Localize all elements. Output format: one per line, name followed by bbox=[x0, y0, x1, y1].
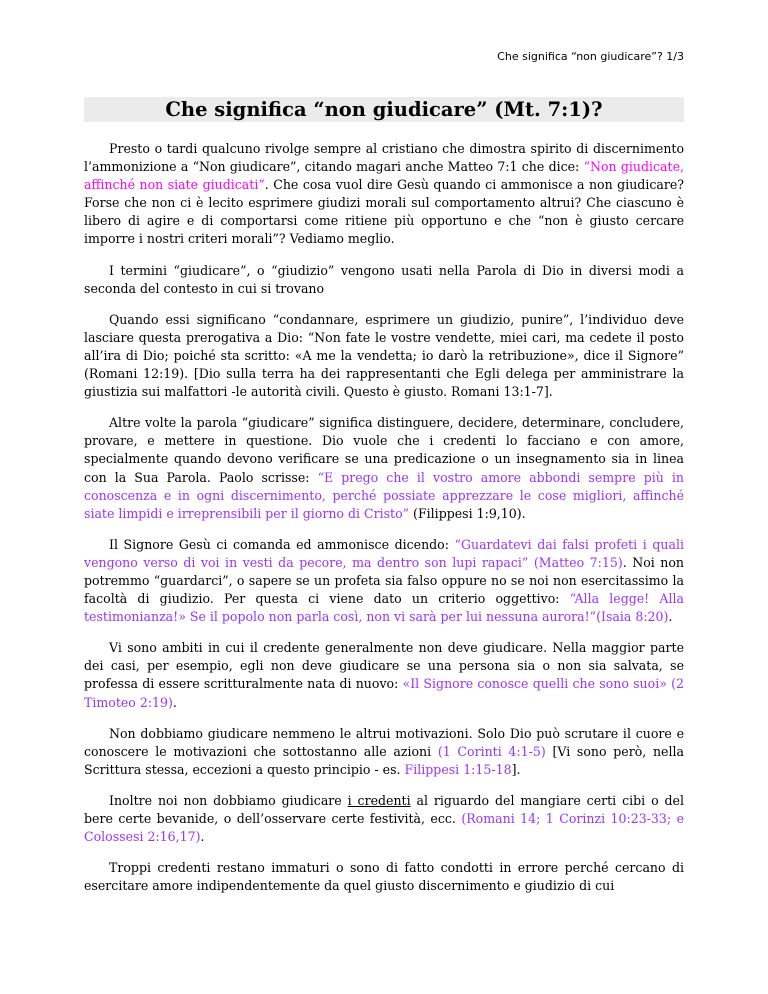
scripture-quote: “Alla legge! Alla testimonianza!» Se il popolo non parla così, non vi sarà per lui nessuna aurora!”(Isaia 8:20) bbox=[84, 591, 684, 625]
text-span: Il Signore Gesù ci comanda ed ammonisce dicendo: bbox=[109, 536, 455, 552]
scripture-quote: “Guardatevi dai falsi profeti i quali vengono verso di voi in vesti da pecore, ma dentro son lupi rapaci” (Matteo 7:15) bbox=[84, 536, 684, 570]
scripture-quote: “E prego che il vostro amore abbondi sempre più in conoscenza e in ogni discernimento, perché possiate apprezzare le cose migliori, affinché siate limpidi e irreprensibili per il giorno di Cristo” bbox=[84, 469, 684, 521]
paragraph-9 bbox=[84, 859, 684, 895]
running-header: Che significa “non giudicare”? 1/3 bbox=[497, 50, 684, 63]
text-span: Non dobbiamo giudicare nemmeno le altrui motivazioni. Solo Dio può scrutare il cuore e conoscere le motivazioni che sottostanno alle azioni bbox=[84, 725, 684, 759]
text-span: Quando essi significano “condannare, esprimere un giudizio, punire”, l’individuo deve lasciare questa prerogativa a Dio: “Non fate le vostre vendette, miei cari, ma cedete il posto all’ira di Dio; poiché sta scritto: «A me la vendetta; io darò la retribuzione», dice il Signore” (Romani 12:19). [Dio sulla terra ha dei rappresentanti che Egli delega per amministrare la giustizia sui malfattori -le autorità civili. Questo è giusto. Romani 13:1-7]. bbox=[84, 311, 684, 400]
paragraph-6 bbox=[84, 639, 684, 711]
paragraph-7 bbox=[84, 725, 684, 779]
text-span: I termini “giudicare”, o “giudizio” vengono usati nella Parola di Dio in diversi modi a seconda del contesto in cui si trovano bbox=[84, 262, 684, 296]
text-span: (Filippesi 1:9,10). bbox=[409, 505, 526, 521]
text-span: ]. bbox=[511, 761, 521, 777]
text-span: Altre volte la parola “giudicare” significa distinguere, decidere, determinare, concludere, provare, e mettere in questione. Dio vuole che i credenti lo facciano e con amore, specialmente quando devono verificare se una predicazione o un insegnamento sia in linea con la Sua Parola. Paolo scrisse: bbox=[84, 415, 684, 485]
text-span: Inoltre noi non dobbiamo giudicare bbox=[109, 792, 348, 808]
underlined-text: i credenti bbox=[347, 792, 411, 808]
text-span: . bbox=[668, 609, 673, 625]
scripture-reference: (1 Corinti 4:1-5) bbox=[437, 743, 546, 759]
text-span: [Vi sono però, nella Scrittura stessa, eccezioni a questo principio - es. bbox=[84, 743, 684, 777]
text-span: . bbox=[172, 694, 177, 710]
paragraph-2 bbox=[84, 262, 684, 298]
text-span: . Che cosa vuol dire Gesù quando ci ammonisce a non giudicare? Forse che non ci è lecito esprimere giudizi morali sul comportamento altrui? Che ciascuno è libero di agire e di comportarsi come ritiene più opportuno e che “non è giusto cercare imporre i nostri criteri morali”? Vediamo meglio. bbox=[84, 177, 684, 247]
text-span: . bbox=[200, 829, 205, 845]
scripture-reference: Filippesi 1:15-18 bbox=[404, 761, 512, 777]
paragraph-5 bbox=[84, 536, 684, 626]
scripture-quote: «Il Signore conosce quelli che sono suoi» (2 Timoteo 2:19) bbox=[84, 676, 684, 710]
page-title: Che significa “non giudicare” (Mt. 7:1)? bbox=[165, 98, 603, 121]
document-body bbox=[84, 140, 684, 908]
text-span: al riguardo del mangiare certi cibi o del bere certe bevanide, o dell’osservare certe festività, ecc. bbox=[84, 792, 684, 826]
text-span: Vi sono ambiti in cui il credente generalmente non deve giudicare. Nella maggior parte dei casi, per esempio, egli non deve giudicare se una persona sia o non sia salvata, se professa di essere scritturalmente nata di nuovo: bbox=[84, 640, 684, 692]
scripture-quote: “Non giudicate, affinché non siate giudicati” bbox=[84, 159, 684, 193]
paragraph-1 bbox=[84, 140, 684, 249]
paragraph-8 bbox=[84, 792, 684, 846]
paragraph-3 bbox=[84, 311, 684, 401]
paragraph-4 bbox=[84, 414, 684, 523]
text-span: Troppi credenti restano immaturi o sono di fatto condotti in errore perché cercano di esercitare amore indipendentemente da quel giusto discernimento e giudizio di cui bbox=[84, 860, 684, 894]
text-span: Presto o tardi qualcuno rivolge sempre al cristiano che dimostra spirito di discernimento l’ammonizione a “Non giudicare”, citando magari anche Matteo 7:1 che dice: bbox=[84, 141, 684, 175]
scripture-reference: (Romani 14; 1 Corinzi 10:23-33; e Colossesi 2:16,17) bbox=[84, 811, 684, 845]
text-span: . Noi non potremmo “guardarci”, o sapere se un profeta sia falso oppure no se noi non esercitassimo la facoltà di giudizio. Per questa ci viene dato un criterio oggettivo: bbox=[84, 554, 685, 607]
